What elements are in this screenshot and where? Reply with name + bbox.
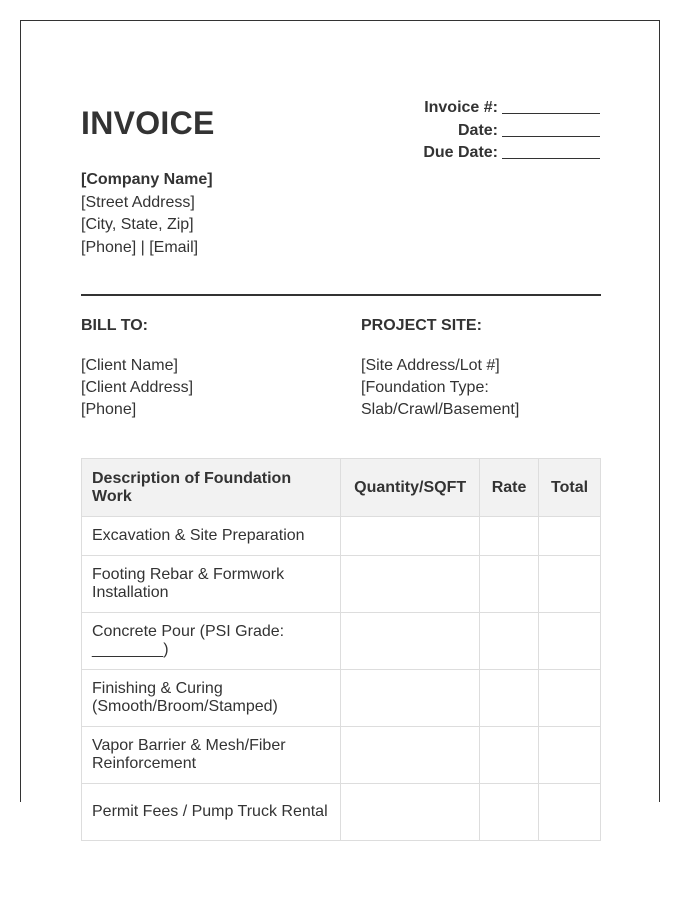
invoice-date-row (423, 120, 600, 143)
row-description: Concrete Pour (PSI Grade: ________) (82, 613, 341, 670)
row-description: Excavation & Site Preparation (82, 517, 341, 556)
invoice-number-label: Invoice #: (424, 99, 498, 116)
header-divider (81, 294, 601, 296)
project-site-line: [Foundation Type: Slab/Crawl/Basement] (361, 379, 520, 418)
invoice-date-label: Date: (457, 121, 498, 139)
row-total[interactable] (539, 556, 601, 613)
invoice-meta (423, 97, 600, 165)
row-quantity[interactable] (341, 517, 480, 556)
row-total[interactable] (539, 784, 601, 841)
company-city: [City, State, Zip] (81, 216, 194, 233)
row-total[interactable] (539, 670, 601, 727)
invoice-date-field[interactable] (502, 122, 600, 137)
row-description: Vapor Barrier & Mesh/Fiber Reinforcement (82, 727, 341, 784)
company-street: [Street Address] (81, 193, 195, 211)
table-row (82, 784, 601, 841)
table-row (82, 613, 601, 670)
project-site-line: [Site Address/Lot #] (361, 357, 500, 374)
bill-to-label: BILL TO: (81, 317, 148, 334)
row-quantity[interactable] (341, 727, 480, 784)
bill-to-block (81, 355, 193, 421)
table-row (82, 727, 601, 784)
row-rate[interactable] (480, 613, 539, 670)
column-header-quantity: Quantity/SQFT (341, 459, 480, 517)
project-site-block (361, 355, 581, 421)
table-row (82, 556, 601, 613)
row-rate[interactable] (480, 670, 539, 727)
row-description: Finishing & Curing (Smooth/Broom/Stamped) (82, 670, 341, 727)
bill-to-line: [Client Address] (81, 379, 194, 396)
invoice-number-field[interactable] (502, 99, 600, 114)
row-description: Footing Rebar & Formwork Installation (82, 556, 341, 613)
table-row (82, 670, 601, 727)
column-header-total: Total (539, 459, 601, 517)
line-items-table (81, 458, 601, 841)
company-contact: [Phone] | [Email] (81, 238, 199, 256)
invoice-title: INVOICE (81, 105, 215, 141)
project-site-label: PROJECT SITE: (361, 317, 482, 334)
row-rate[interactable] (480, 727, 539, 784)
column-header-description: Description of Foundation Work (82, 459, 341, 517)
company-name: [Company Name] (81, 171, 213, 188)
row-quantity[interactable] (341, 556, 480, 613)
invoice-number-row (423, 97, 600, 120)
row-quantity[interactable] (341, 670, 480, 727)
table-header-row (82, 459, 601, 517)
column-header-rate: Rate (480, 459, 539, 517)
row-rate[interactable] (480, 784, 539, 841)
row-description: Permit Fees / Pump Truck Rental (82, 784, 341, 841)
row-quantity[interactable] (341, 784, 480, 841)
row-total[interactable] (539, 517, 601, 556)
row-rate[interactable] (480, 517, 539, 556)
row-quantity[interactable] (341, 613, 480, 670)
bill-to-line: [Phone] (81, 401, 137, 418)
row-total[interactable] (539, 727, 601, 784)
row-rate[interactable] (480, 556, 539, 613)
table-row (82, 517, 601, 556)
company-info (81, 169, 213, 259)
due-date-row (423, 142, 600, 165)
bill-to-line: [Client Name] (81, 357, 178, 374)
invoice-page (20, 20, 660, 820)
due-date-label: Due Date: (423, 144, 498, 161)
due-date-field[interactable] (502, 144, 600, 159)
row-total[interactable] (539, 613, 601, 670)
